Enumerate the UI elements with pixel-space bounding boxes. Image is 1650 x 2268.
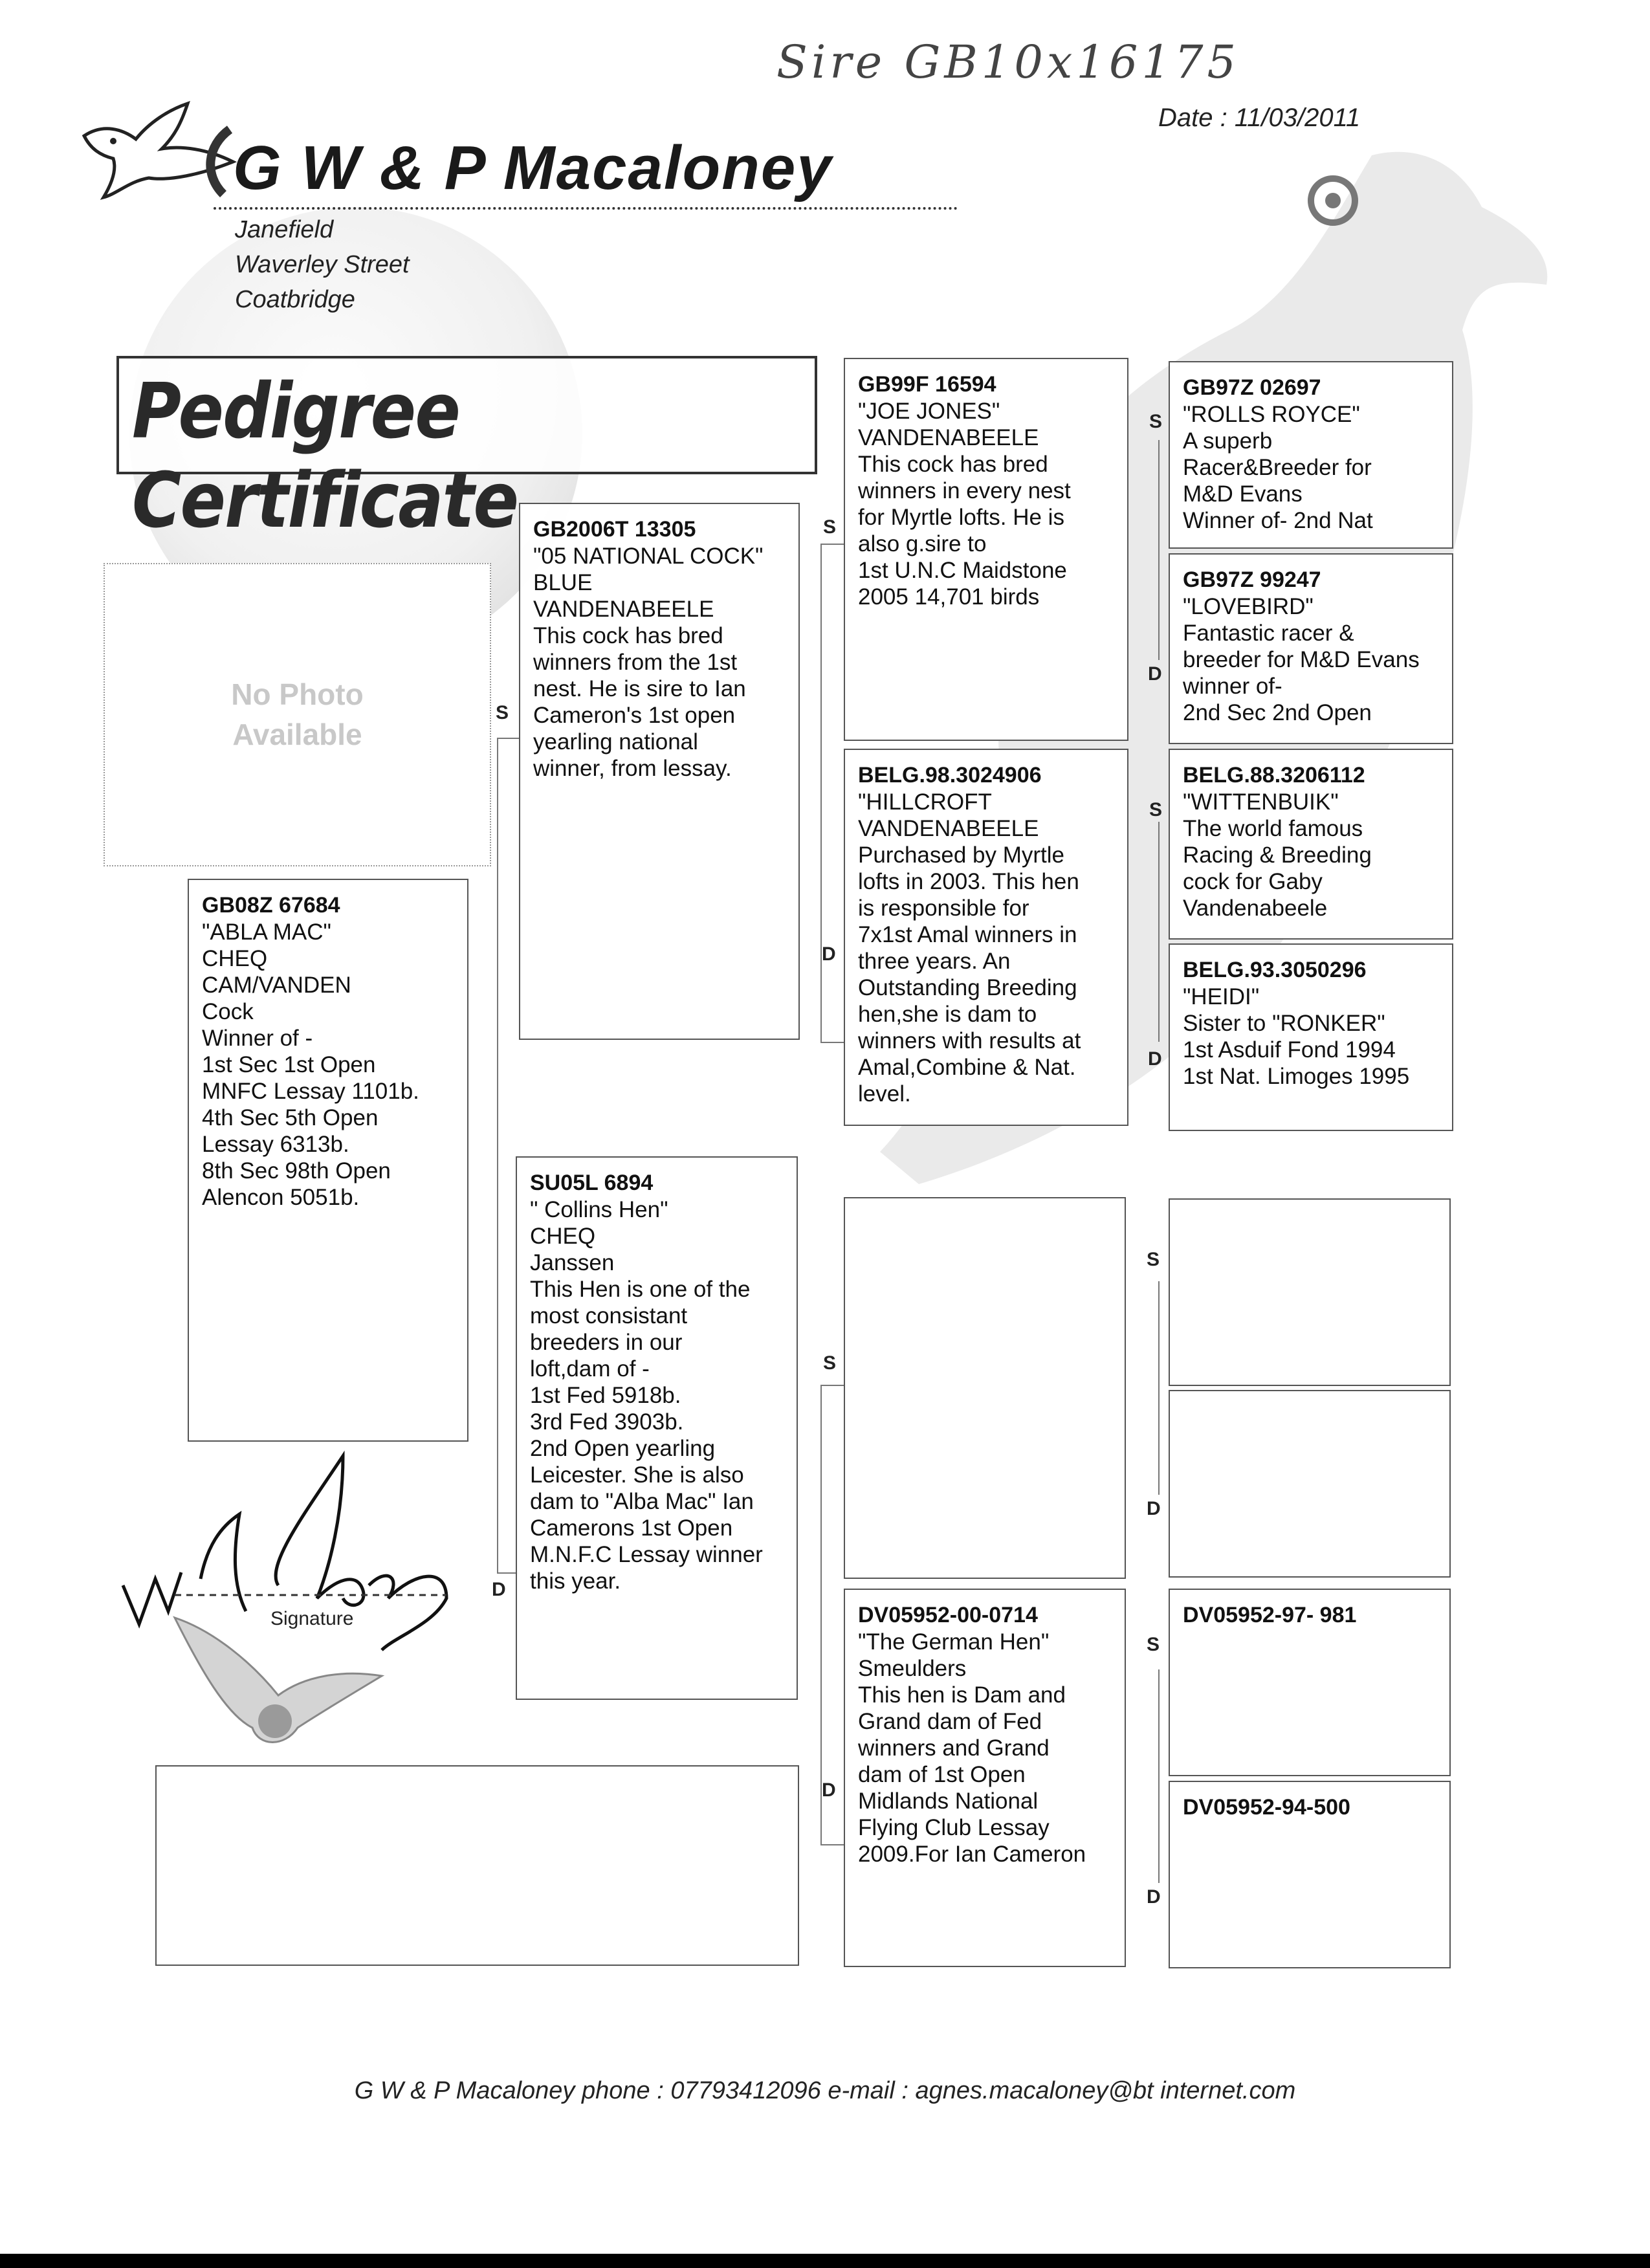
gp-sd-line: Purchased by Myrtle: [858, 842, 1065, 868]
ggp-2-line: winner of-: [1183, 674, 1282, 699]
ggp-3-line: The world famous: [1183, 816, 1363, 841]
connector-subject: [497, 738, 498, 1572]
footer-contact: G W & P Macaloney phone : 07793412096 e-mail : agnes.macaloney@bt internet.com: [354, 2077, 1296, 2104]
label-sire: S: [496, 702, 509, 723]
ggp-7-ring: DV05952-97- 981: [1183, 1603, 1357, 1627]
sire-line: VANDENABEELE: [533, 597, 714, 622]
flying-dove-image: [162, 1592, 395, 1754]
ggp-4-line: 1st Nat. Limoges 1995: [1183, 1064, 1410, 1089]
subject-line: "ABLA MAC": [202, 919, 331, 945]
gp-dd-ring: DV05952-00-0714: [858, 1603, 1038, 1627]
subject-line: 4th Sec 5th Open: [202, 1105, 379, 1130]
ggp-card-8: [1169, 1781, 1451, 1968]
connector-sire-top: [820, 544, 844, 545]
gp-sd-line: VANDENABEELE: [858, 816, 1039, 841]
gp-sd-line: winners with results at: [858, 1028, 1081, 1053]
handwritten-note: Sire GB10x16175: [776, 36, 1240, 89]
ggp-4-ring: BELG.93.3050296: [1183, 958, 1367, 982]
subject-line: 1st Sec 1st Open: [202, 1052, 376, 1077]
ggp-3-ring: BELG.88.3206112: [1183, 763, 1365, 787]
sire-line: This cock has bred: [533, 623, 723, 648]
gp-dd-line: dam of 1st Open: [858, 1762, 1026, 1787]
grandsire-dam-card: [844, 1197, 1126, 1579]
sire-line: yearling national: [533, 729, 698, 754]
signature-label: Signature: [270, 1608, 354, 1629]
ggp-3-line: "WITTENBUIK": [1183, 789, 1339, 815]
gp-sd-line: three years. An: [858, 949, 1011, 974]
dam-line: Leicester. She is also: [530, 1462, 744, 1488]
ggp-1-line: Racer&Breeder for: [1183, 455, 1372, 480]
dam-line: dam to "Alba Mac" Ian: [530, 1489, 754, 1514]
dam-line: M.N.F.C Lessay winner: [530, 1542, 763, 1567]
ggp-card-2: [1169, 553, 1453, 744]
photo-placeholder-text: [105, 674, 490, 754]
ggp-1-line: "ROLLS ROYCE": [1183, 402, 1360, 427]
granddam-dam-card: [844, 1589, 1126, 1967]
connector-gp-ds: [1158, 1281, 1160, 1495]
sire-line: nest. He is sire to Ian: [533, 676, 746, 701]
certificate-title: Pedigree Certificate: [132, 366, 518, 545]
dam-card: [516, 1156, 798, 1700]
notes-box: [155, 1765, 799, 1966]
gp-ss-line: This cock has bred: [858, 452, 1048, 477]
connector-dam-bottom: [820, 1844, 844, 1845]
connector-gp-sd: [1158, 822, 1160, 1042]
ggp-card-5: [1169, 1198, 1451, 1386]
ggp-8-ring: DV05952-94-500: [1183, 1795, 1350, 1820]
ggp-3-line: cock for Gaby: [1183, 869, 1323, 894]
gp-dd-line: Grand dam of Fed: [858, 1709, 1042, 1734]
dam-line: This Hen is one of the: [530, 1277, 751, 1302]
dam-line: " Collins Hen": [530, 1197, 668, 1222]
connector-dam-top: [820, 1385, 844, 1386]
date-label: Date : 11/03/2011: [1158, 104, 1361, 132]
label-ggp-1: S: [1149, 411, 1163, 432]
dove-logo-icon: [78, 84, 246, 201]
gp-sd-line: "HILLCROFT: [858, 789, 992, 815]
sire-line: "05 NATIONAL COCK": [533, 544, 764, 569]
gp-sd-line: lofts in 2003. This hen: [858, 869, 1079, 894]
ggp-2-line: "LOVEBIRD": [1183, 594, 1314, 619]
gp-ss-line: also g.sire to: [858, 531, 987, 556]
dam-line: breeders in our: [530, 1330, 683, 1355]
gp-dd-line: Flying Club Lessay: [858, 1815, 1050, 1840]
ggp-1-line: A superb: [1183, 428, 1273, 454]
sire-line: winner, from lessay.: [533, 756, 732, 781]
connector-gp-ss: [1158, 440, 1160, 660]
subject-line: 8th Sec 98th Open: [202, 1158, 391, 1184]
ggp-4-line: 1st Asduif Fond 1994: [1183, 1037, 1396, 1062]
ggp-card-6: [1169, 1390, 1451, 1578]
label-sire-dam: D: [822, 943, 836, 965]
ggp-3-line: Vandenabeele: [1183, 896, 1328, 921]
dam-line: Camerons 1st Open: [530, 1515, 733, 1541]
gp-sd-line: 7x1st Amal winners in: [858, 922, 1077, 947]
ggp-3-line: Racing & Breeding: [1183, 842, 1372, 868]
connector-subject-sire: [497, 738, 519, 739]
gp-ss-line: for Myrtle lofts. He is: [858, 505, 1064, 530]
photo-text-line-2: Available: [232, 718, 362, 751]
gp-dd-line: 2009.For Ian Cameron: [858, 1842, 1086, 1867]
ggp-1-line: M&D Evans: [1183, 481, 1303, 507]
label-ggp-8: D: [1147, 1886, 1161, 1908]
dam-line: most consistant: [530, 1303, 688, 1328]
dam-ring: SU05L 6894: [530, 1171, 654, 1195]
subject-line: CAM/VANDEN: [202, 973, 351, 998]
dam-line: 3rd Fed 3903b.: [530, 1409, 684, 1435]
gp-sd-line: hen,she is dam to: [858, 1002, 1037, 1027]
ggp-card-1: [1169, 361, 1453, 549]
dam-line: 1st Fed 5918b.: [530, 1383, 681, 1408]
dam-line: Janssen: [530, 1250, 615, 1275]
connector-gp-dd: [1158, 1669, 1160, 1883]
ggp-2-line: Fantastic racer &: [1183, 621, 1354, 646]
grandsire-sire-card: [844, 358, 1128, 741]
gp-ss-ring: GB99F 16594: [858, 372, 996, 397]
dam-line: 2nd Open yearling: [530, 1436, 716, 1461]
sire-ring: GB2006T 13305: [533, 517, 696, 542]
gp-ss-line: 2005 14,701 birds: [858, 584, 1040, 610]
sire-line: winners from the 1st: [533, 650, 738, 675]
photo-placeholder: [104, 563, 491, 866]
label-dam-dam: D: [822, 1779, 836, 1801]
address-line-2: Waverley Street: [235, 251, 410, 278]
sire-card: [519, 503, 800, 1040]
gp-dd-line: This hen is Dam and: [858, 1682, 1066, 1708]
gp-ss-line: "JOE JONES": [858, 399, 1000, 424]
ggp-1-line: Winner of- 2nd Nat: [1183, 508, 1373, 533]
dam-line: this year.: [530, 1569, 621, 1594]
dam-line: loft,dam of -: [530, 1356, 650, 1382]
subject-card: [188, 879, 468, 1442]
gp-dd-line: Smeulders: [858, 1656, 967, 1681]
subject-ring: GB08Z 67684: [202, 893, 340, 918]
gp-ss-line: VANDENABEELE: [858, 425, 1039, 450]
label-ggp-6: D: [1147, 1498, 1161, 1519]
subject-line: CHEQ: [202, 946, 268, 971]
connector-dam: [820, 1385, 822, 1844]
ggp-2-line: breeder for M&D Evans: [1183, 647, 1420, 672]
label-ggp-7: S: [1147, 1634, 1160, 1655]
gp-dd-line: Midlands National: [858, 1789, 1039, 1814]
ggp-card-4: [1169, 943, 1453, 1131]
scan-edge: [0, 2254, 1650, 2268]
label-ggp-5: S: [1147, 1249, 1160, 1270]
gp-sd-line: is responsible for: [858, 896, 1029, 921]
subject-line: MNFC Lessay 1101b.: [202, 1079, 419, 1104]
brand-name: G W & P Macaloney: [233, 133, 833, 203]
label-dam: D: [492, 1579, 506, 1600]
gp-sd-ring: BELG.98.3024906: [858, 763, 1042, 787]
ggp-card-7: [1169, 1589, 1451, 1776]
ggp-2-line: 2nd Sec 2nd Open: [1183, 700, 1372, 725]
label-ggp-3: S: [1149, 799, 1163, 820]
label-ggp-2: D: [1148, 663, 1162, 685]
gp-ss-line: winners in every nest: [858, 478, 1071, 503]
sire-line: Cameron's 1st open: [533, 703, 736, 728]
connector-sire-bottom: [820, 1042, 844, 1043]
subject-line: Winner of -: [202, 1026, 313, 1051]
gp-sd-line: level.: [858, 1081, 911, 1106]
subject-line: Cock: [202, 999, 254, 1024]
connector-sire: [820, 544, 822, 1042]
gp-ss-line: 1st U.N.C Maidstone: [858, 558, 1067, 583]
gp-sd-line: Amal,Combine & Nat.: [858, 1055, 1076, 1080]
ggp-card-3: [1169, 749, 1453, 940]
gp-dd-line: "The German Hen": [858, 1629, 1050, 1655]
label-ggp-4: D: [1148, 1048, 1162, 1070]
dam-line: CHEQ: [530, 1224, 596, 1249]
granddam-sire-card: [844, 749, 1128, 1126]
ggp-1-ring: GB97Z 02697: [1183, 375, 1321, 400]
gp-dd-line: winners and Grand: [858, 1735, 1050, 1761]
photo-text-line-1: No Photo: [231, 677, 364, 711]
ggp-4-line: "HEIDI": [1183, 984, 1260, 1009]
subject-line: Alencon 5051b.: [202, 1185, 360, 1210]
address-line-3: Coatbridge: [235, 286, 355, 313]
brand-underline: [214, 207, 958, 210]
label-dam-sire: S: [823, 1352, 837, 1374]
ggp-4-line: Sister to "RONKER": [1183, 1011, 1385, 1036]
label-sire-sire: S: [823, 516, 837, 538]
subject-line: Lessay 6313b.: [202, 1132, 349, 1157]
sire-line: BLUE: [533, 570, 593, 595]
address-line-1: Janefield: [235, 216, 334, 243]
gp-sd-line: Outstanding Breeding: [858, 975, 1077, 1000]
ggp-2-ring: GB97Z 99247: [1183, 567, 1321, 592]
